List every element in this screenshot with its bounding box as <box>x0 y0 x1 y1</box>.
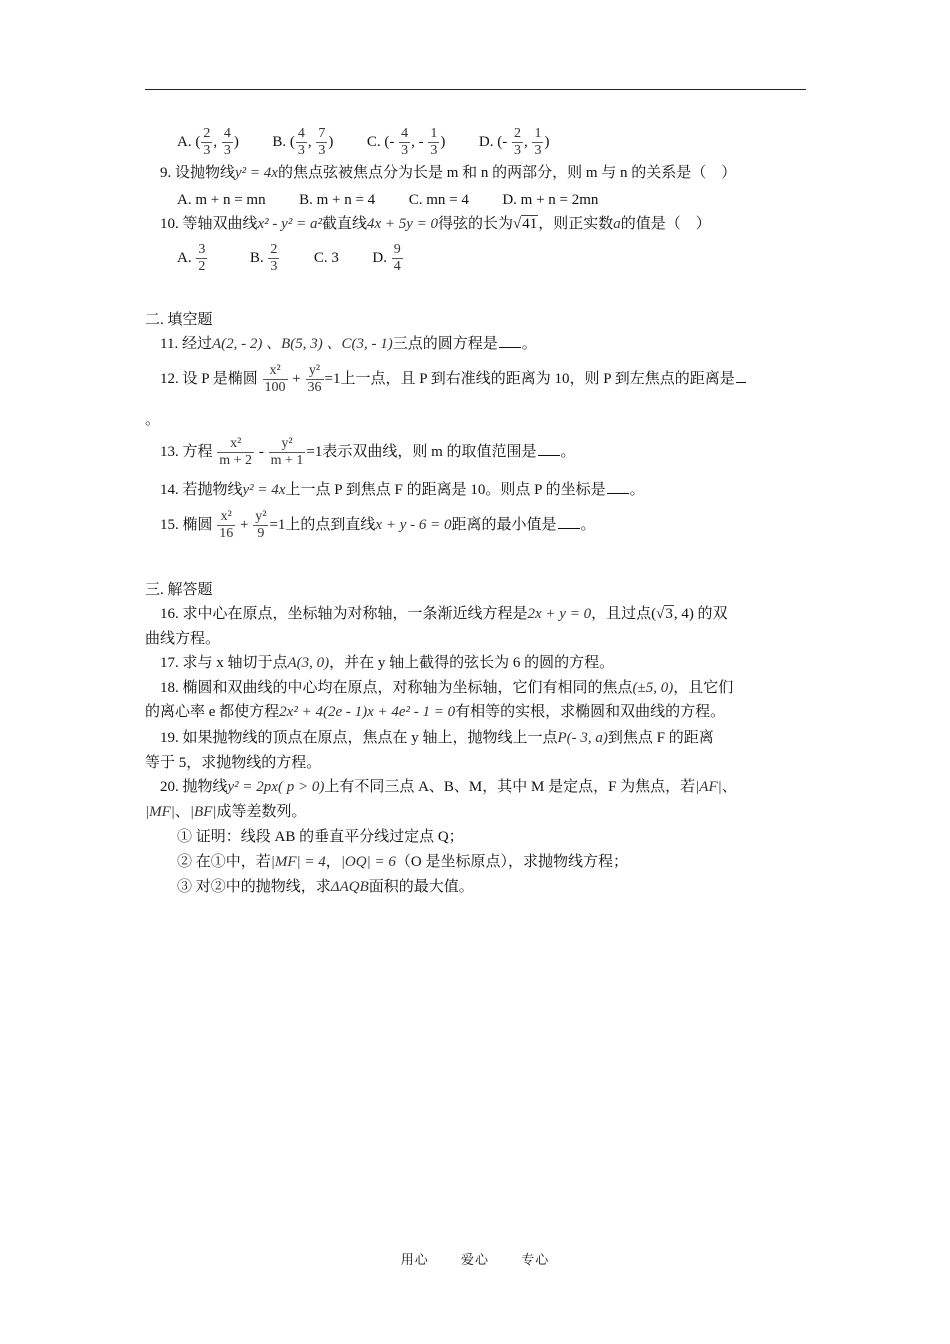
fraction: $\frac{7}{3}$ <box>318 126 326 158</box>
question-17: 17. 求与 x 轴切于点A(3, 0)，并在 y 轴上截得的弦长为 6 的圆的方程。 <box>160 655 615 671</box>
math-expression: A(3, 0) <box>287 655 330 671</box>
option-b-label: B. <box>272 133 287 150</box>
answer-blank <box>558 516 580 529</box>
fraction: $\frac{2}{3}$ <box>203 126 211 158</box>
fraction: $\frac{\text{x²}}{m + 2}$ <box>219 436 253 469</box>
math-expression: |MF| = 4 <box>270 854 326 870</box>
answer-blank <box>607 481 629 494</box>
footer-text: 专心 <box>521 1252 550 1267</box>
answer-blank <box>499 335 521 348</box>
section-2-title: 二. 填空题 <box>145 312 213 328</box>
question-10-options: A. $\frac{3}{2}$ B. $\frac{2}{3}$ C. 3 D. $\frac{9}{4}$ <box>177 242 401 275</box>
fraction: $\frac{4}{3}$ <box>297 126 305 158</box>
fraction: $\frac{\text{x²}}{16}$ <box>219 509 234 542</box>
question-10: 10. 等轴双曲线x² - y² = a²截直线4x + 5y = 0得弦的长为√41，则正实数a的值是（ ） <box>160 216 711 232</box>
footer-text: 用心 <box>400 1252 429 1267</box>
sqrt-value: 3 <box>665 606 673 622</box>
option-a-label: A. <box>177 133 192 150</box>
question-13: 13. 方程 $\frac{\text{x²}}{m + 2}$ - $\frac{\text{y²}}{m + 1}$ =1表示双曲线，则 m 的取值范围是 。 <box>160 436 576 469</box>
question-11: 11. 经过A(2, - 2) 、B(5, 3) 、C(3, - 1)三点的圆方程是 。 <box>160 336 537 352</box>
question-20-part-1: ① 证明：线段 AB 的垂直平分线过定点 Q； <box>177 829 464 845</box>
question-20-cont: |MF|、|BF|成等差数列。 <box>145 804 307 820</box>
math-expression: |MF| <box>145 804 175 820</box>
option-d: D. m + n = 2mn <box>502 192 599 208</box>
fraction: $\frac{\text{y²}}{36}$ <box>307 363 322 396</box>
question-20: 20. 抛物线y² = 2px( p > 0)上有不同三点 A、B、M，其中 M 是定点，F 为焦点，若|AF|、 <box>160 779 737 795</box>
section-3-title: 三. 解答题 <box>145 582 213 598</box>
fraction: $\frac{4}{3}$ <box>223 126 231 158</box>
option-d-label: D. <box>478 133 494 150</box>
fraction: $\frac{9}{4}$ <box>393 242 401 275</box>
question-15: 15. 椭圆 $\frac{\text{x²}}{16}$ + $\frac{\text{y²}}{9}$ =1上的点到直线x + y - 6 = 0距离的最小值是 。 <box>160 509 596 542</box>
math-expression: y² = 4x <box>235 165 278 181</box>
question-18: 18. 椭圆和双曲线的中心均在原点，对称轴为坐标轴，它们有相同的焦点(±5, 0)，且它们 <box>160 680 734 696</box>
math-expression: P(- 3, a) <box>557 730 608 746</box>
fraction: $\frac{4}{3}$ <box>401 126 409 158</box>
option-c: C. 3 <box>313 250 339 266</box>
fraction: $\frac{1}{3}$ <box>534 126 542 158</box>
question-16-cont: 曲线方程。 <box>145 631 221 647</box>
question-16: 16. 求中心在原点，坐标轴为对称轴，一条渐近线方程是2x + y = 0，且过点(√3, 4) 的双 <box>160 606 728 622</box>
fraction: $\frac{2}{3}$ <box>513 126 521 158</box>
question-19-cont: 等于 5，求抛物线的方程。 <box>145 755 322 771</box>
fraction: $\frac{3}{2}$ <box>198 242 206 275</box>
math-expression: |AF| <box>695 779 722 795</box>
question-19: 19. 如果抛物线的顶点在原点，焦点在 y 轴上，抛物线上一点P(- 3, a)到焦点 F 的距离 <box>160 730 714 746</box>
option-c: C. mn = 4 <box>408 192 469 208</box>
answer-blank <box>736 370 746 383</box>
fraction: $\frac{2}{3}$ <box>270 242 278 275</box>
math-expression: 4x + 5y = 0 <box>366 216 439 232</box>
math-expression: y² = 2px( p > 0) <box>227 779 325 795</box>
question-9-options <box>177 190 598 210</box>
question-18-cont: 的离心率 e 都使方程2x² + 4(2e - 1)x + 4e² - 1 = 0有相等的实根，求椭圆和双曲线的方程。 <box>145 704 726 720</box>
question-20-part-2: ② 在①中，若|MF| = 4，|OQ| = 6（O 是坐标原点），求抛物线方程； <box>177 854 628 870</box>
fraction: $\frac{\text{x²}}{100}$ <box>264 363 286 396</box>
math-expression: ΔAQB <box>330 879 369 895</box>
footer-text: 爱心 <box>460 1252 489 1267</box>
question-9: 9. 设抛物线y² = 4x的焦点弦被焦点分为长是 m 和 n 的两部分，则 m 与 n 的关系是（ ） <box>160 165 737 181</box>
option-c-label: C. <box>366 133 381 150</box>
option-b: B. m + n = 4 <box>299 192 376 208</box>
answer-blank <box>538 443 560 456</box>
header-rule <box>145 89 806 90</box>
question-14: 14. 若抛物线y² = 4x上一点 P 到焦点 F 的距离是 10。则点 P 的坐标是 。 <box>160 482 645 498</box>
math-expression: y² = 4x <box>242 482 286 498</box>
math-expression: |OQ| = 6 <box>340 854 396 870</box>
question-20-part-3: ③ 对②中的抛物线，求ΔAQB面积的最大值。 <box>177 879 474 895</box>
question-12: 12. 设 P 是椭圆 $\frac{\text{x²}}{100}$ + $\frac{\text{y²}}{36}$ =1上一点，且 P 到右准线的距离为 10，则 P 到左焦点的距离是 <box>160 358 747 400</box>
fraction: $\frac{1}{3}$ <box>430 126 438 158</box>
math-expression: x + y - 6 = 0 <box>375 517 452 533</box>
math-expression: x² - y² = a² <box>257 216 322 232</box>
question-12-end: 。 <box>145 412 161 428</box>
sqrt-value: 41 <box>522 216 538 232</box>
option-a: A. m + n = mn <box>177 192 266 208</box>
math-expression: 2x² + 4(2e - 1)x + 4e² - 1 = 0 <box>279 704 456 720</box>
fraction: $\frac{\text{y²}}{m + 1}$ <box>270 436 304 469</box>
math-expression: 2x + y = 0 <box>527 606 592 622</box>
math-expression: |BF| <box>189 804 217 820</box>
page-footer <box>0 1249 950 1268</box>
math-expression: A(2, - 2) 、B(5, 3) 、C(3, - 1) <box>211 336 393 352</box>
fraction: $\frac{\text{y²}}{9}$ <box>255 509 267 542</box>
q8-options: A. ( $\frac{2}{3}$ , $\frac{4}{3}$ ) B. ( $\frac{4}{3}$ , $\frac{7}{3}$ ) C. (- $\frac{4}{3}$ , - $\frac{1}{3}$ ) D. (- $\frac{2}{3}$ , $\frac{1}{3}$ ) <box>177 126 550 158</box>
math-expression: (±5, 0) <box>632 680 674 696</box>
